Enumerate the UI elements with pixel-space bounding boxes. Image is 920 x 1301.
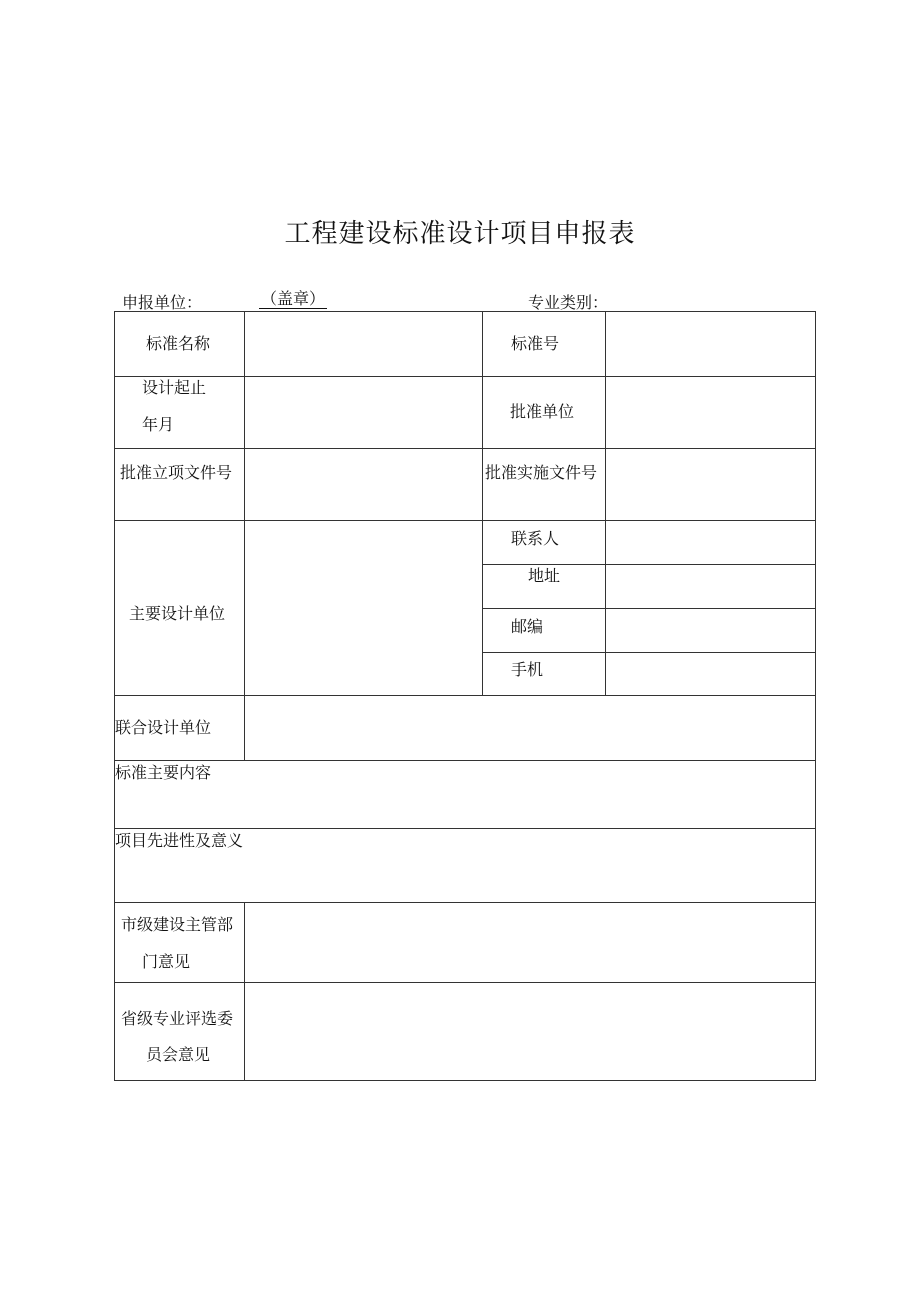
application-form-table <box>114 311 816 1081</box>
standard-number-field[interactable] <box>606 312 815 376</box>
approval-unit-field[interactable] <box>606 377 815 448</box>
row-divider <box>115 828 815 829</box>
city-authority-opinion-label: 市级建设主管部 <box>121 915 234 934</box>
province-committee-opinion-label: 省级专业评选委 <box>121 1009 234 1028</box>
col-divider <box>482 312 483 695</box>
design-period-label: 设计起止 <box>142 378 207 397</box>
contact-person-field[interactable] <box>606 521 815 564</box>
design-period-label-2: 年月 <box>142 415 175 434</box>
approval-unit-label: 批准单位 <box>510 402 575 421</box>
joint-design-unit-label: 联合设计单位 <box>115 718 212 737</box>
advancement-field[interactable] <box>115 855 815 902</box>
contact-person-label: 联系人 <box>511 529 560 548</box>
address-label: 地址 <box>528 566 561 585</box>
seal-field[interactable]: （盖章） <box>260 289 325 308</box>
design-period-field[interactable] <box>245 377 482 448</box>
mobile-field[interactable] <box>606 653 815 695</box>
form-title: 工程建设标准设计项目申报表 <box>284 219 636 249</box>
postcode-label: 邮编 <box>511 617 544 636</box>
main-design-unit-field[interactable] <box>245 521 482 695</box>
main-design-unit-label: 主要设计单位 <box>129 604 226 623</box>
postcode-field[interactable] <box>606 609 815 652</box>
approval-project-doc-label: 批准立项文件号 <box>120 463 233 482</box>
province-committee-opinion-field[interactable] <box>245 983 815 1080</box>
specialty-category-label: 专业类别： <box>528 293 609 312</box>
approval-implementation-doc-label: 批准实施文件号 <box>485 463 598 482</box>
city-authority-opinion-field[interactable] <box>245 903 815 982</box>
province-committee-opinion-label-2: 员会意见 <box>146 1045 211 1064</box>
applicant-unit-label: 申报单位： <box>122 293 203 312</box>
main-content-label: 标准主要内容 <box>115 763 212 782</box>
standard-name-field[interactable] <box>245 312 482 376</box>
approval-project-doc-field[interactable] <box>245 449 482 520</box>
approval-implementation-doc-field[interactable] <box>606 449 815 520</box>
main-content-field[interactable] <box>115 787 815 828</box>
city-authority-opinion-label-2: 门意见 <box>142 952 191 971</box>
row-divider <box>115 760 815 761</box>
standard-name-label: 标准名称 <box>146 334 211 353</box>
standard-number-label: 标准号 <box>511 334 560 353</box>
advancement-label: 项目先进性及意义 <box>115 831 244 850</box>
joint-design-unit-field[interactable] <box>245 696 815 760</box>
address-field[interactable] <box>606 565 815 608</box>
mobile-label: 手机 <box>511 660 544 679</box>
